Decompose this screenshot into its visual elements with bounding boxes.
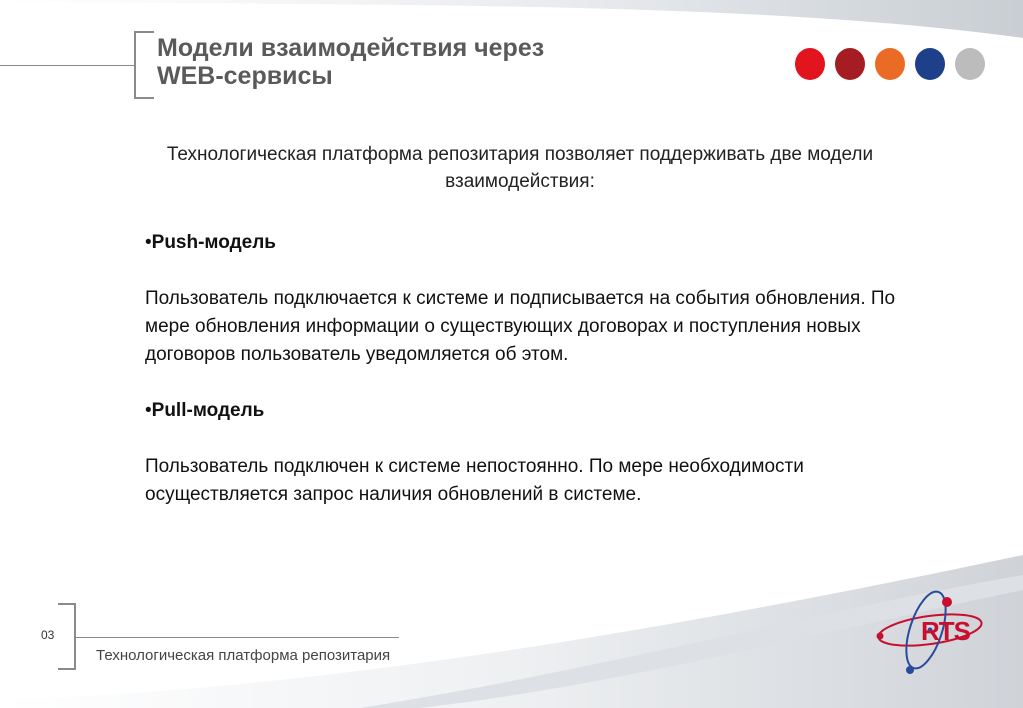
color-dots — [795, 48, 985, 80]
footer-rule — [76, 637, 399, 638]
footer-text: Технологическая платформа репозитария — [96, 647, 391, 664]
intro-text: Технологическая платформа репозитария позволяет поддерживать две модели взаимодействия: — [166, 144, 874, 192]
dark-red-dot — [835, 48, 865, 80]
blue-dot — [915, 48, 945, 80]
red-dot — [795, 48, 825, 80]
slide-title-line2: WEB-сервисы — [157, 62, 333, 90]
bullet-push-text: Пользователь подключается к системе и подписывается на события обновления. По мере обновления информации о существующих договорах и поступления новых договоров пользователь уведомляется об этом. — [145, 288, 896, 365]
header-rule — [0, 65, 134, 66]
header-bracket — [134, 31, 154, 99]
bullet-push-title: Push-модель — [151, 232, 276, 253]
slide-title-line1: Модели взаимодействия через — [157, 34, 545, 62]
bullet-pull-title: Pull-модель — [151, 400, 265, 421]
slide-title — [157, 34, 717, 90]
bullet-pull-text: Пользователь подключен к системе непостоянно. По мере необходимости осуществляется запрос наличия обновлений в системе. — [145, 456, 804, 505]
bullet-push — [145, 229, 935, 257]
page-number: 03 — [41, 628, 55, 642]
orange-dot — [875, 48, 905, 80]
gray-dot — [955, 48, 985, 80]
footer-bracket — [58, 603, 76, 670]
slide-content — [145, 229, 935, 509]
logo-text: RTS — [921, 616, 970, 646]
bullet-pull — [145, 397, 935, 425]
bullet-marker: • — [145, 400, 152, 421]
bullet-marker: • — [145, 232, 152, 253]
